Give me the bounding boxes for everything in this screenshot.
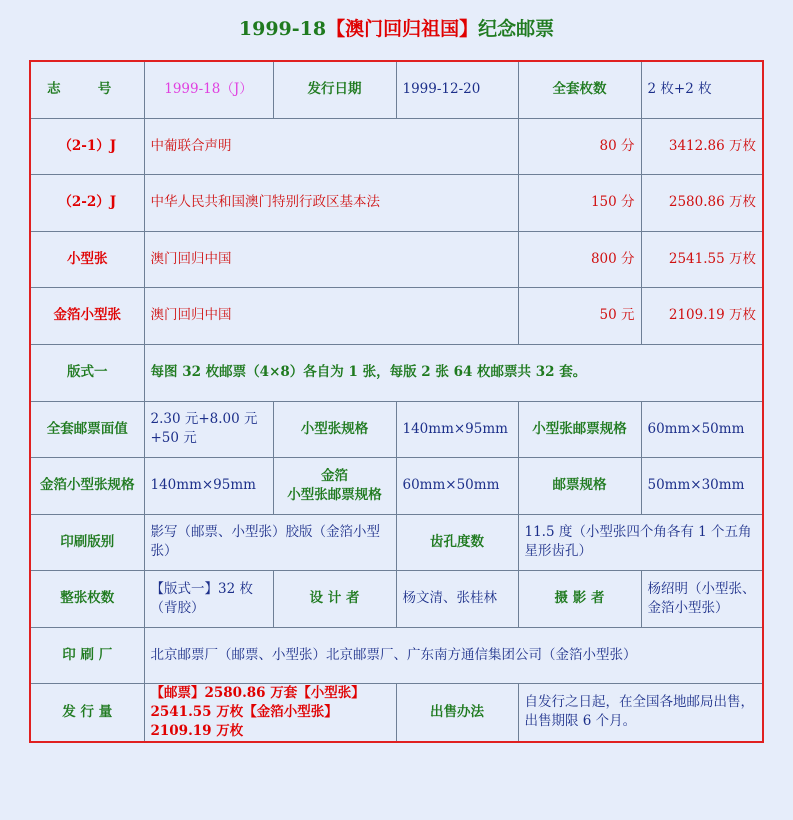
title-suffix: 纪念邮票 <box>478 18 555 40</box>
stamp-info-table <box>29 60 764 743</box>
sheet-spec-value: 140mm×95mm <box>396 401 518 457</box>
table-row <box>30 344 763 401</box>
stamp-face-value: 150 分 <box>518 174 641 231</box>
stamp-name: 中华人民共和国澳门特别行政区基本法 <box>144 174 518 231</box>
stamp-name: 澳门回归中国 <box>144 287 518 344</box>
sheet-stamp-spec-value: 60mm×50mm <box>641 401 763 457</box>
table-row <box>30 61 763 118</box>
sheet-count-value: 【版式一】32 枚（背胶） <box>144 570 273 627</box>
stamp-issued: 3412.86 万枚 <box>641 118 763 174</box>
face-total-label: 全套邮票面值 <box>30 401 144 457</box>
stamp-code: 金箔小型张 <box>30 287 144 344</box>
designer-value: 杨文清、张桂林 <box>396 570 518 627</box>
table-row <box>30 174 763 231</box>
print-method-value: 影写（邮票、小型张）胶版（金箔小型张） <box>144 514 396 570</box>
issue-quantity-value: 【邮票】2580.86 万套【小型张】2541.55 万枚【金箔小型张】2109.19 万枚 <box>144 683 396 742</box>
issue-date-label: 发行日期 <box>273 61 396 118</box>
gold-sheet-spec-value: 140mm×95mm <box>144 457 273 514</box>
gold-sheet-spec-label: 金箔小型张规格 <box>30 457 144 514</box>
format-value: 每图 32 枚邮票（4×8）各自为 1 张，每版 2 张 64 枚邮票共 32 套。 <box>144 344 763 401</box>
issue-quantity-label: 发 行 量 <box>30 683 144 742</box>
title-main: 【澳门回归祖国】 <box>326 18 479 40</box>
table-row <box>30 401 763 457</box>
print-method-label: 印刷版别 <box>30 514 144 570</box>
printer-value: 北京邮票厂（邮票、小型张）北京邮票厂、广东南方通信集团公司（金箔小型张） <box>144 627 763 683</box>
stamp-issued: 2580.86 万枚 <box>641 174 763 231</box>
stamp-spec-label: 邮票规格 <box>518 457 641 514</box>
title-prefix: 1999-18 <box>238 18 327 40</box>
sheet-stamp-spec-label: 小型张邮票规格 <box>518 401 641 457</box>
stamp-face-value: 800 分 <box>518 231 641 287</box>
gold-stamp-spec-label: 金箔 小型张邮票规格 <box>273 457 396 514</box>
stamp-code: （2-2）J <box>30 174 144 231</box>
stamp-name: 中葡联合声明 <box>144 118 518 174</box>
table-row <box>30 118 763 174</box>
zhihao-value: 1999-18（J） <box>144 61 273 118</box>
set-count-value: 2 枚+2 枚 <box>641 61 763 118</box>
sheet-count-label: 整张枚数 <box>30 570 144 627</box>
table-row <box>30 231 763 287</box>
stamp-spec-value: 50mm×30mm <box>641 457 763 514</box>
table-row <box>30 627 763 683</box>
printer-label: 印 刷 厂 <box>30 627 144 683</box>
stamp-face-value: 80 分 <box>518 118 641 174</box>
perforation-label: 齿孔度数 <box>396 514 518 570</box>
table-row <box>30 683 763 742</box>
face-total-value: 2.30 元+8.00 元+50 元 <box>144 401 273 457</box>
table-row <box>30 514 763 570</box>
stamp-issued: 2109.19 万枚 <box>641 287 763 344</box>
photographer-value: 杨绍明（小型张、金箔小型张） <box>641 570 763 627</box>
format-label: 版式一 <box>30 344 144 401</box>
gold-stamp-spec-value: 60mm×50mm <box>396 457 518 514</box>
stamp-face-value: 50 元 <box>518 287 641 344</box>
table-row <box>30 287 763 344</box>
set-count-label: 全套枚数 <box>518 61 641 118</box>
stamp-issued: 2541.55 万枚 <box>641 231 763 287</box>
table-row <box>30 570 763 627</box>
page-title <box>0 14 793 41</box>
stamp-code: （2-1）J <box>30 118 144 174</box>
stamp-code: 小型张 <box>30 231 144 287</box>
sale-method-label: 出售办法 <box>396 683 518 742</box>
stamp-name: 澳门回归中国 <box>144 231 518 287</box>
photographer-label: 摄 影 者 <box>518 570 641 627</box>
perforation-value: 11.5 度（小型张四个角各有 1 个五角星形齿孔） <box>518 514 763 570</box>
designer-label: 设 计 者 <box>273 570 396 627</box>
issue-date-value: 1999-12-20 <box>396 61 518 118</box>
sheet-spec-label: 小型张规格 <box>273 401 396 457</box>
table-row <box>30 457 763 514</box>
zhihao-label: 志 号 <box>30 61 144 118</box>
sale-method-value: 自发行之日起，在全国各地邮局出售，出售期限 6 个月。 <box>518 683 763 742</box>
